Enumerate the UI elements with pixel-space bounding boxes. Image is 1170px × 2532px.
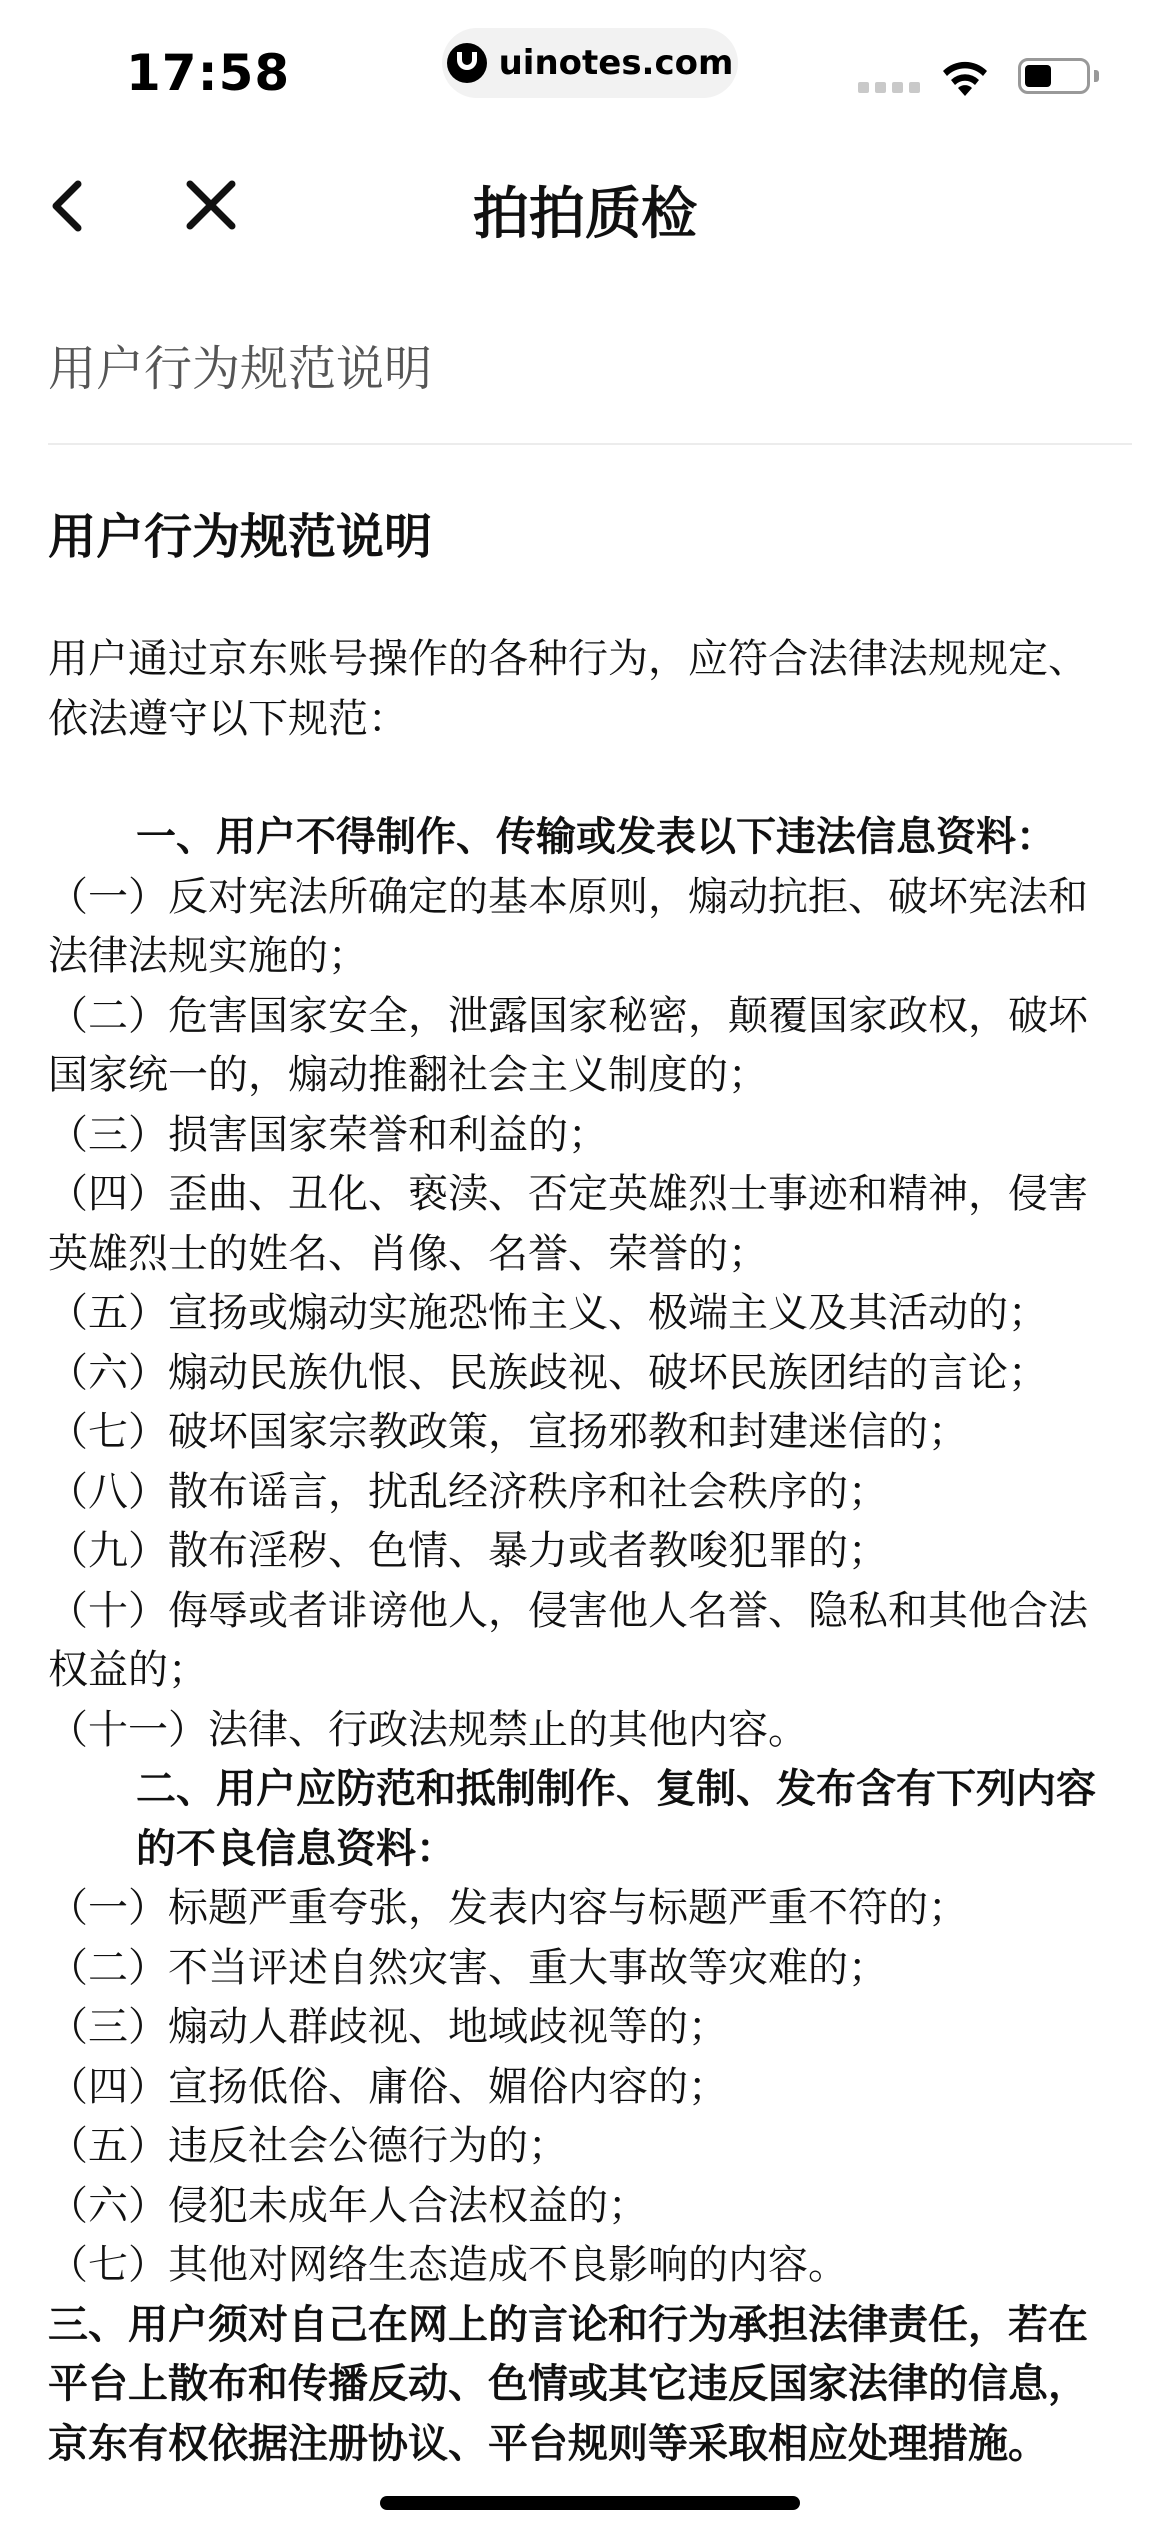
page-heading: 用户行为规范说明 [48,341,433,397]
section-1-title: 一、用户不得制作、传输或发表以下违法信息资料： [136,814,1056,860]
status-time: 17:58 [126,44,291,102]
nav-title: 拍拍质检 [473,182,697,247]
battery-tip [1094,70,1099,82]
battery-icon [1018,58,1090,94]
intro-paragraph: 用户通过京东账号操作的各种行为，应符合法律法规规定、依法遵守以下规范： [48,636,1088,742]
section-1-item: （十）侮辱或者诽谤他人，侵害他人名誉、隐私和其他合法权益的； [48,1587,1088,1693]
section-2-item: （一）标题严重夸张，发表内容与标题严重不符的； [48,1885,968,1931]
section-2-item: （二）不当评述自然灾害、重大事故等灾难的； [48,1944,888,1991]
section-1-item: （五）宣扬或煽动实施恐怖主义、极端主义及其活动的； [48,1290,1048,1336]
section-2-item: （三）煽动人群歧视、地域歧视等的； [48,2004,728,2050]
section-1-item: （四）歪曲、丑化、亵渎、否定英雄烈士事迹和精神，侵害英雄烈士的姓名、肖像、名誉、荣誉的； [48,1171,1088,1277]
section-1-item: （六）煽动民族仇恨、民族歧视、破坏民族团结的言论； [48,1349,1048,1396]
url-pill[interactable] [442,28,738,98]
section-2-item: （六）侵犯未成年人合法权益的； [48,2182,648,2229]
section-1-item: （八）散布谣言，扰乱经济秩序和社会秩序的； [48,1468,888,1515]
site-logo-icon [447,43,487,83]
section-1-item: （十一）法律、行政法规禁止的其他内容。 [48,1706,808,1753]
section-1-item: （七）破坏国家宗教政策，宣扬邪教和封建迷信的； [48,1409,968,1455]
section-1-item: （九）散布淫秽、色情、暴力或者教唆犯罪的； [48,1528,888,1574]
divider [48,443,1132,445]
section-1-item: （一）反对宪法所确定的基本原则，煽动抗拒、破坏宪法和法律法规实施的； [48,873,1088,979]
home-indicator[interactable] [380,2496,800,2510]
cellular-signal-icon [858,82,920,93]
section-1-item: （三）损害国家荣誉和利益的； [48,1111,608,1158]
section-3-paragraph: 三、用户须对自己在网上的言论和行为承担法律责任，若在平台上散布和传播反动、色情或其它违反国家法律的信息，京东有权依据注册协议、平台规则等采取相应处理措施。 [48,2301,1088,2467]
section-1-item: （二）危害国家安全，泄露国家秘密，颠覆国家政权，破坏国家统一的，煽动推翻社会主义制度的； [48,992,1088,1098]
section-2-item: （七）其他对网络生态造成不良影响的内容。 [48,2242,848,2288]
section-2-item: （五）违反社会公德行为的； [48,2123,568,2169]
section-2-title: 二、用户应防范和抵制制作、复制、发布含有下列内容的不良信息资料： [136,1766,1096,1872]
section-2-item: （四）宣扬低俗、庸俗、媚俗内容的； [48,2063,728,2110]
wifi-icon [940,58,990,98]
url-text: uinotes.com [498,43,734,83]
document-body [48,630,1122,2474]
doc-title: 用户行为规范说明 [48,509,433,565]
